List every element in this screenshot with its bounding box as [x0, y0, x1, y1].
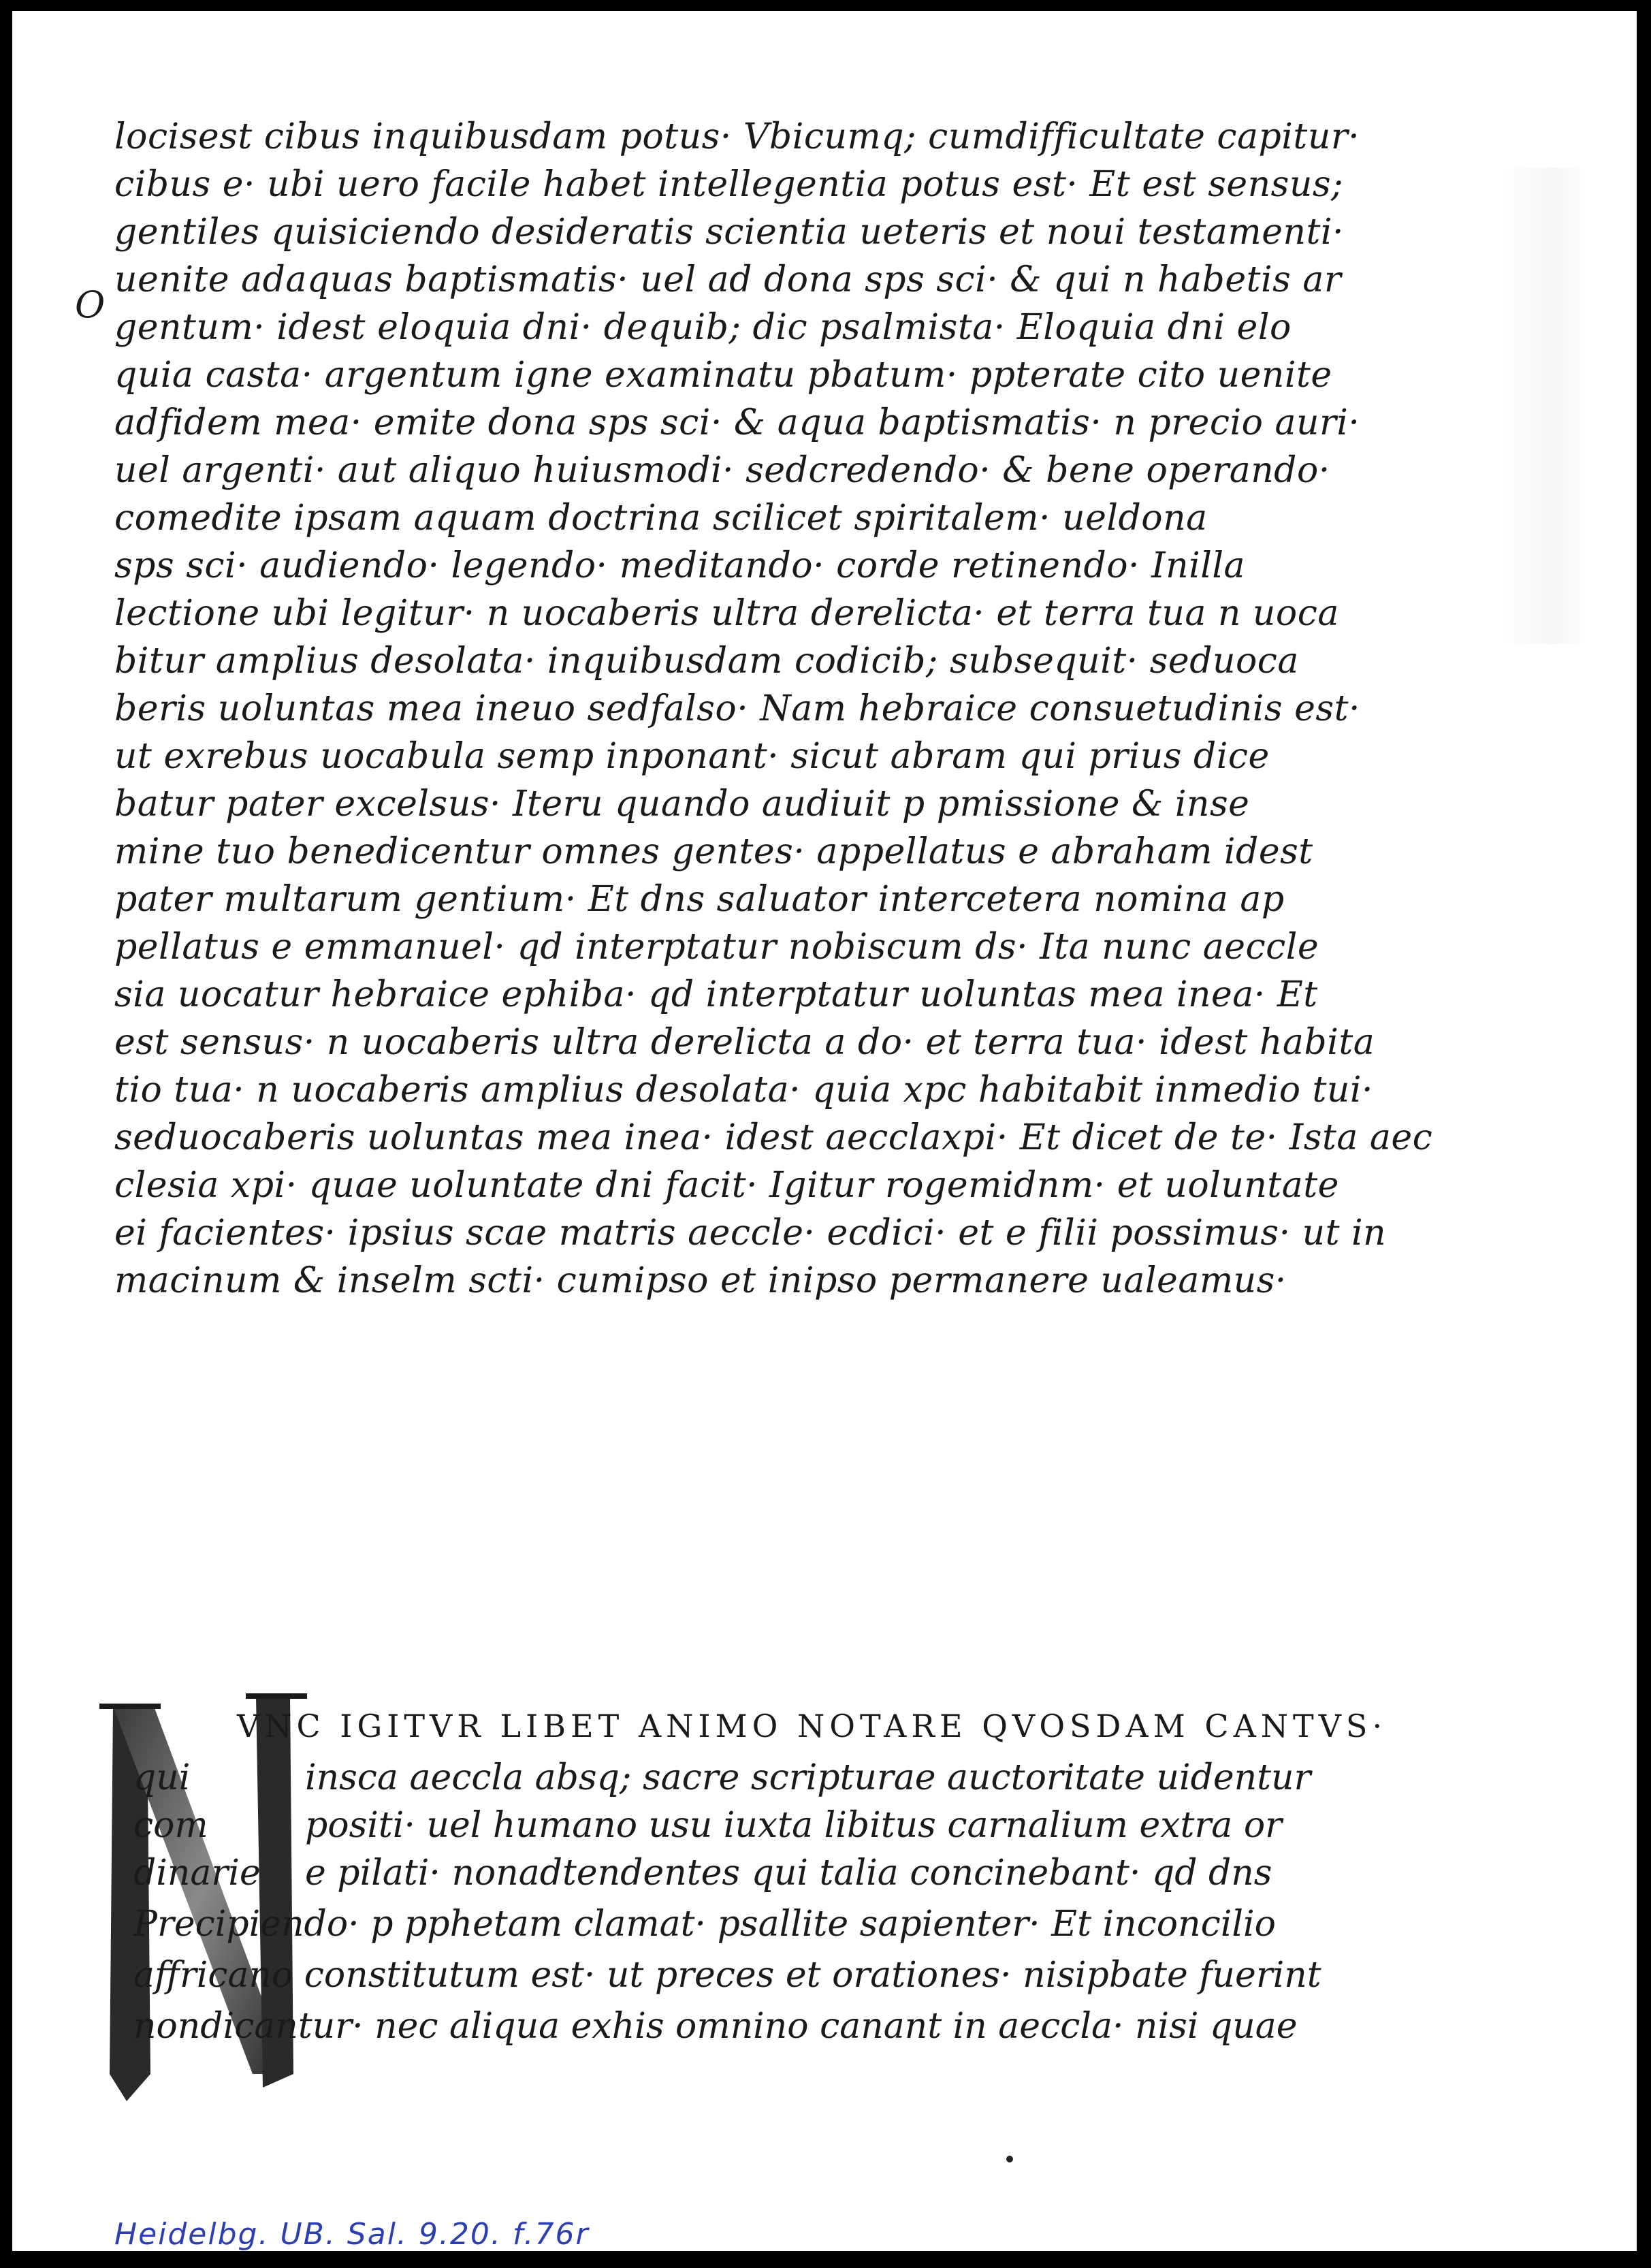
text-line: est sensus· n uocaberis ultra derelicta a do· et terra tua· idest habita [114, 1022, 1375, 1063]
text-line: Precipiendo· p pphetam clamat· psallite sapienter· Et inconcilio [133, 1904, 1276, 1945]
text-line: gentum· idest eloquia dni· dequib; dic psalmista· Eloquia dni elo [114, 307, 1292, 348]
text-line: macinum & inselm scti· cumipso et inipso permanere ualeamus· [114, 1260, 1287, 1301]
text-line: uel argenti· aut aliquo huiusmodi· sedcredendo· & bene operando· [114, 450, 1330, 491]
main-text-block [114, 113, 1483, 1305]
text-line: beris uoluntas mea ineuo sedfalso· Nam hebraice consuetudinis est· [114, 688, 1360, 729]
text-line: batur pater excelsus· Iteru quando audiuit p pmissione & inse [114, 784, 1250, 825]
text-line: comedite ipsam aquam doctrina scilicet spiritalem· ueldona [114, 498, 1208, 539]
text-line: e pilati· nonadtendentes qui talia concinebant· qd dns [305, 1853, 1272, 1894]
text-line: quia casta· argentum igne examinatu pbatum· ppterate cito uenite [114, 355, 1332, 396]
left-word: com [133, 1805, 208, 1846]
section-heading: VNC IGITVR LIBET ANIMO NOTARE QVOSDAM CANTVS· [237, 1708, 1388, 1744]
text-line: affricano constitutum est· ut preces et orationes· nisipbate fuerint [133, 1955, 1321, 1996]
text-line: uenite adaquas baptismatis· uel ad dona sps sci· & qui n habetis ar [114, 259, 1342, 300]
text-line: locisest cibus inquibusdam potus· Vbicumq; cumdifficultate capitur· [114, 116, 1360, 157]
text-line: nondicantur· nec aliqua exhis omnino canant in aeccla· nisi quae [133, 2006, 1298, 2047]
manuscript-page [12, 11, 1637, 2251]
text-line: ei facientes· ipsius scae matris aeccle· ecdici· et e filii possimus· ut in [114, 1213, 1387, 1253]
text-line: sia uocatur hebraice ephiba· qd interptatur uoluntas mea inea· Et [114, 974, 1318, 1015]
text-line: cibus e· ubi uero facile habet intellegentia potus est· Et est sensus; [114, 164, 1344, 205]
left-word: dinarie [133, 1853, 261, 1894]
text-line: tio tua· n uocaberis amplius desolata· quia xpc habitabit inmedio tui· [114, 1070, 1374, 1111]
text-line: mine tuo benedicentur omnes gentes· appellatus e abraham idest [114, 831, 1313, 872]
margin-note: O [75, 283, 106, 326]
text-line: insca aeccla absq; sacre scripturae auctoritate uidentur [305, 1757, 1311, 1798]
text-line: adfidem mea· emite dona sps sci· & aqua baptismatis· n precio auri· [114, 402, 1360, 443]
text-line: gentiles quisiciendo desideratis scientia ueteris et noui testamenti· [114, 212, 1345, 253]
text-line: bitur amplius desolata· inquibusdam codicib; subsequit· seduoca [114, 641, 1299, 682]
shelfmark-annotation: Heidelbg. UB. Sal. 9.20. f.76r [114, 2217, 590, 2251]
text-line: pellatus e emmanuel· qd interptatur nobiscum ds· Ita nunc aeccle [114, 927, 1319, 968]
text-line: clesia xpi· quae uoluntate dni facit· Igitur rogemidnm· et uoluntate [114, 1165, 1339, 1206]
text-line: positi· uel humano usu iuxta libitus carnalium extra or [305, 1805, 1283, 1846]
text-line: lectione ubi legitur· n uocaberis ultra derelicta· et terra tua n uoca [114, 593, 1339, 634]
text-line: pater multarum gentium· Et dns saluator intercetera nomina ap [114, 879, 1285, 920]
text-line: sps sci· audiendo· legendo· meditando· corde retinendo· Inilla [114, 545, 1246, 586]
ink-dot [1006, 2156, 1013, 2162]
show-through-shadow [1501, 167, 1589, 644]
left-word: qui [133, 1757, 191, 1798]
text-line: ut exrebus uocabula semp inponant· sicut abram qui prius dice [114, 736, 1270, 777]
text-line: seduocaberis uoluntas mea inea· idest aecclaxpi· Et dicet de te· Ista aec [114, 1117, 1433, 1158]
